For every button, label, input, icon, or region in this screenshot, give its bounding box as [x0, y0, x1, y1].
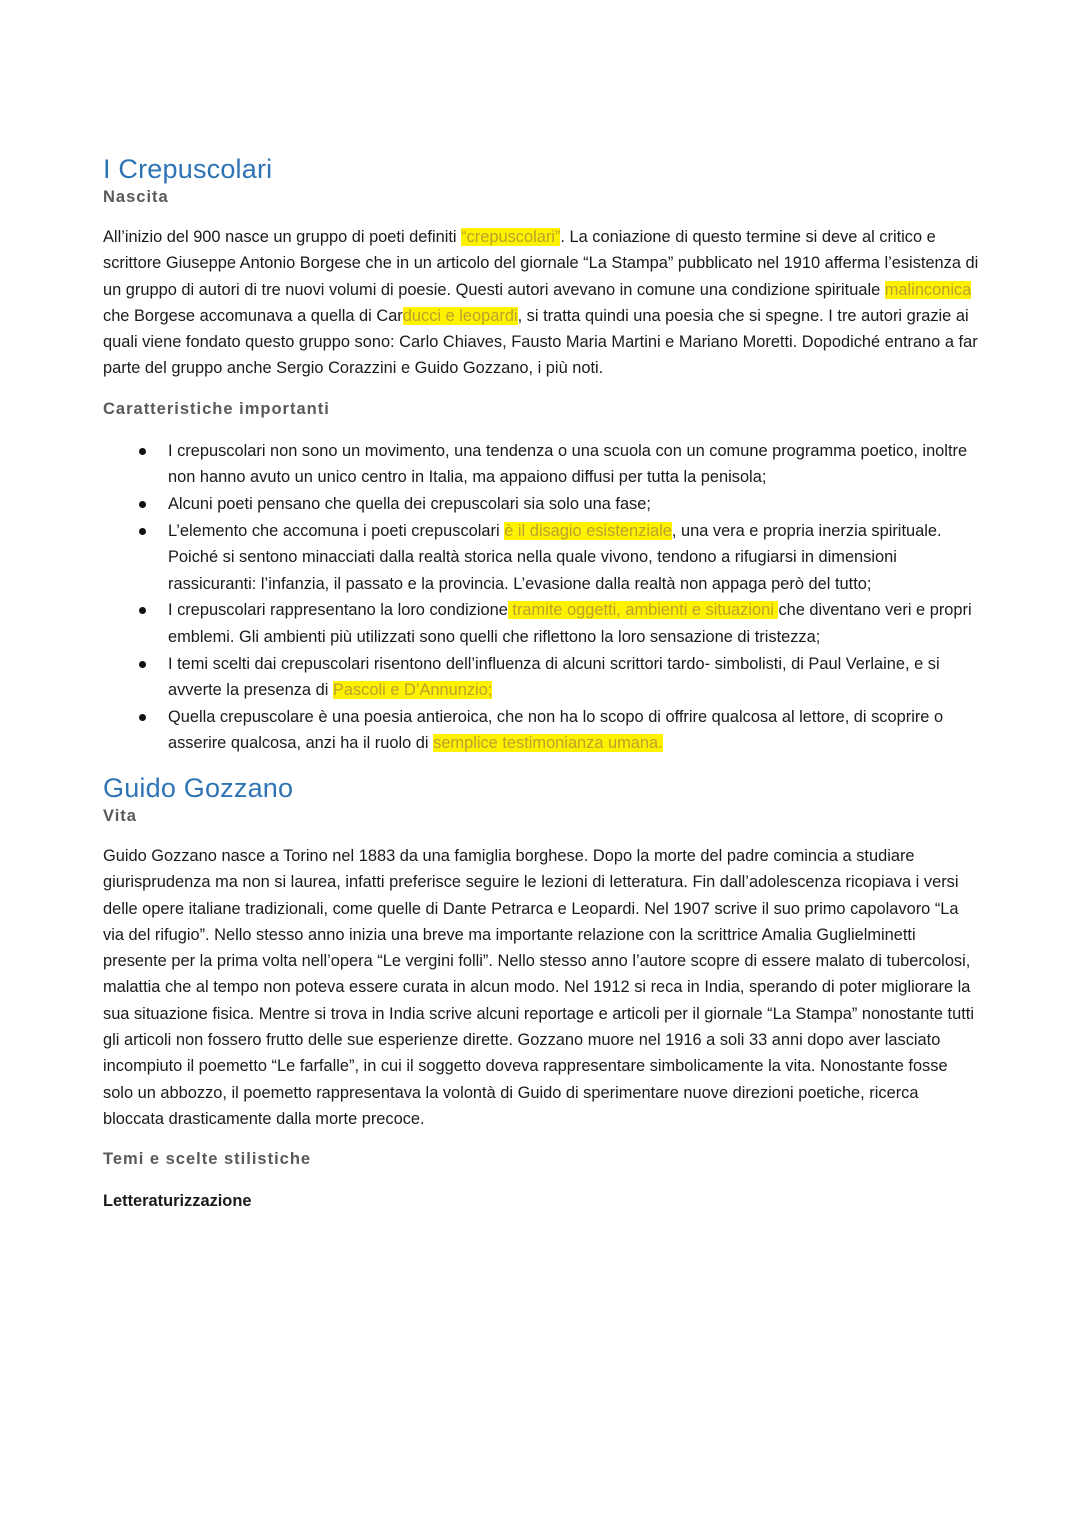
- text-run: I temi scelti dai crepuscolari risentono dell’influenza di alcuni scrittori tardo- simbolisti, di Paul Verlaine, e si avverte la presenza di: [168, 654, 940, 700]
- list-item: [103, 597, 980, 650]
- subheading-vita: Vita: [103, 806, 137, 825]
- bullet-list: [103, 438, 980, 757]
- list-item: [103, 651, 980, 704]
- text-run: I crepuscolari non sono un movimento, una tendenza o una scuola con un comune programma poetico, inoltre non hanno avuto un unico centro in Italia, ma appaiono diffusi per tutta la penisola;: [168, 441, 968, 487]
- text-run: , si tratta quindi una poesia che si spegne. I tre autori grazie ai quali viene fondato questo gruppo sono: Carlo Chiaves, Fausto Maria Martini e Mariano Moretti. Dopodiché entrano a far parte del gruppo anche Sergio Corazzini e Guido Gozzano, i più noti.: [103, 306, 978, 378]
- paragraph-nascita: [103, 224, 980, 382]
- subheading-nascita: Nascita: [103, 188, 169, 206]
- text-run: L’elemento che accomuna i poeti crepuscolari: [168, 521, 505, 540]
- highlight-pascoli: Pascoli e D’Annunzio;: [332, 681, 493, 700]
- text-run: , una vera e propria inerzia spirituale. Poiché si sentono minacciati dalla realtà storica nella quale vivono, tendono a rifugiarsi in dimensioni rassicuranti: l’infanzia, il passato e la provincia. L’evasione dalla realtà non appaga però del tutto;: [168, 521, 942, 593]
- heading-gozzano: Guido Gozzano: [103, 772, 294, 803]
- list-item: [103, 518, 980, 598]
- highlight-carducci-leopardi: ducci e leopardi: [402, 306, 518, 325]
- text-run: Alcuni poeti pensano che quella dei crepuscolari sia solo una fase;: [168, 494, 651, 513]
- highlight-oggetti: tramite oggetti, ambienti e situazioni: [507, 601, 779, 620]
- highlight-crepuscolari: “crepuscolari”: [461, 228, 561, 246]
- paragraph-vita: Guido Gozzano nasce a Torino nel 1883 da una famiglia borghese. Dopo la morte del padre comincia a studiare giurisprudenza ma non si laurea, infatti preferisce seguire le lezioni di letteratura. Fin dall’adolescenza ricopiava i versi delle opere italiane tradizionali, come quelle di Dante Petrarca e Leopardi. Nel 1907 scrive il suo primo capolavoro “La via del rifugio”. Nello stesso anno inizia una breve ma importante relazione con la scrittrice Amalia Guglielminetti presente per la prima volta nell’opera “Le vergini folli”. Nello stesso anno l’autore scopre di essere malato di tubercolosi, malattia che al tempo non poteva essere curata in alcun modo. Nel 1912 si reca in India, sperando di poter migliorare la sua situazione fisica. Mentre si trova in India scrive alcuni reportage e articoli per il giornale “La Stampa” nonostante tutti gli articoli non fossero frutto delle sue esperienze dirette. Gozzano muore nel 1916 a soli 33 anni dopo aver lasciato incompiuto il poemetto “Le farfalle”, in cui il soggetto doveva rappresentare simbolicamente la vita. Nonostante fosse solo un abbozzo, il poemetto rappresentava la volontà di Guido di sperimentare nuove direzioni poetiche, ricerca bloccata drasticamente dalla morte precoce.: [103, 846, 974, 1128]
- list-item: [103, 704, 980, 757]
- subheading-caratteristiche: Caratteristiche importanti: [103, 399, 330, 418]
- text-run: I crepuscolari rappresentano la loro condizione: [168, 601, 508, 620]
- text-run: che diventano veri e propri emblemi. Gli ambienti più utilizzati sono quelli che riflettono la loro sensazione di tristezza;: [168, 601, 972, 646]
- highlight-testimonianza: semplice testimonianza umana.: [433, 734, 663, 753]
- heading-letteraturizzazione: Letteraturizzazione: [103, 1192, 252, 1211]
- text-run: . La coniazione di questo termine si deve al critico e scrittore Giuseppe Antonio Borgese che in un articolo del giornale “La Stampa” pubblicato nel 1910 afferma l’esistenza di un gruppo di autori di tre nuovi volumi di poesie. Questi autori avevano in comune una condizione spirituale: [103, 228, 979, 299]
- highlight-disagio: è il disagio esistenziale: [504, 521, 672, 540]
- heading-crepuscolari: I Crepuscolari: [103, 154, 273, 184]
- text-run: All’inizio del 900 nasce un gruppo di poeti definiti: [103, 228, 462, 246]
- highlight-malinconica: malinconica: [884, 280, 972, 299]
- list-item: [103, 491, 980, 518]
- list-item: [103, 438, 980, 491]
- text-run: Quella crepuscolare è una poesia antieroica, che non ha lo scopo di offrire qualcosa al lettore, di scoprire o asserire qualcosa, anzi ha il ruolo di: [168, 707, 944, 753]
- text-run: che Borgese accomunava a quella di Car: [103, 306, 403, 325]
- subheading-temi: Temi e scelte stilistiche: [103, 1150, 312, 1169]
